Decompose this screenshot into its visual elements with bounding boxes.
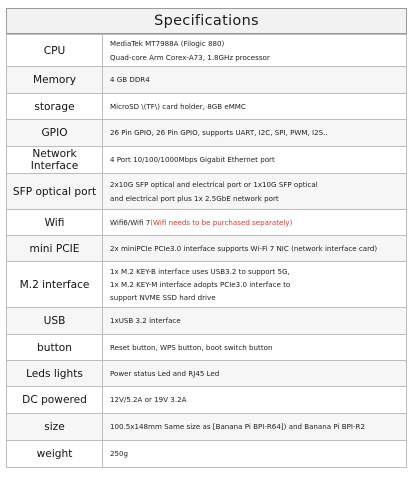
spec-row-memory — [7, 67, 407, 94]
spec-value — [103, 35, 407, 67]
spec-value — [103, 335, 407, 361]
spec-row-wifi — [7, 210, 407, 236]
spec-value-line: 2x10G SFP optical and electrical port or 1x10G SFP optical — [110, 180, 318, 190]
spec-row-usb — [7, 308, 407, 335]
spec-label: Memory — [7, 67, 103, 94]
wifi-purchase-note: (Wifi needs to be purchased separately) — [150, 217, 293, 227]
spec-value-line: Quad-core Arm Corex-A73, 1.8GHz processor — [110, 52, 270, 62]
spec-row-size — [7, 414, 407, 441]
spec-value-line: 4 GB DDR4 — [110, 75, 150, 85]
spec-value — [103, 120, 407, 147]
spec-value — [103, 361, 407, 387]
spec-value-line: MicroSD \(TF\) card holder, 8GB eMMC — [110, 101, 246, 111]
spec-value-line: 2x miniPCIe PCIe3.0 interface supports Wi-Fi 7 NIC (network interface card) — [110, 243, 378, 253]
spec-row-gpio — [7, 120, 407, 147]
spec-label: SFP optical port — [7, 174, 103, 210]
spec-row-weight — [7, 441, 407, 468]
spec-label: size — [7, 414, 103, 441]
spec-row-button — [7, 335, 407, 361]
specifications-title: Specifications — [6, 8, 407, 34]
spec-value-line: Reset button, WPS button, boot switch button — [110, 342, 273, 352]
spec-label: DC powered — [7, 387, 103, 414]
spec-value-line — [110, 216, 406, 229]
spec-label: USB — [7, 308, 103, 335]
spec-value-line: 12V/5.2A or 19V 3.2A — [110, 395, 187, 405]
spec-value — [103, 147, 407, 174]
spec-row-cpu — [7, 35, 407, 67]
spec-value — [103, 174, 407, 210]
spec-value-line: 4 Port 10/100/1000Mbps Gigabit Ethernet port — [110, 155, 275, 165]
spec-value-line: Power status Led and RJ45 Led — [110, 368, 220, 378]
spec-row-network-interface — [7, 147, 407, 174]
spec-row-mini-pcie — [7, 236, 407, 262]
spec-value-line: and electrical port plus 1x 2.5GbE network port — [110, 193, 279, 203]
spec-row-m2-interface — [7, 262, 407, 308]
spec-label: button — [7, 335, 103, 361]
spec-value — [103, 441, 407, 468]
spec-value — [103, 94, 407, 120]
spec-value-line: 26 Pin GPIO, 26 Pin GPIO, supports UART, I2C, SPI, PWM, I2S.. — [110, 128, 328, 138]
spec-label: GPIO — [7, 120, 103, 147]
specifications-table — [6, 34, 407, 468]
spec-label: mini PCIE — [7, 236, 103, 262]
spec-value-line: 1xUSB 3.2 interface — [110, 316, 181, 326]
spec-row-sfp-optical-port — [7, 174, 407, 210]
spec-row-dc-powered — [7, 387, 407, 414]
spec-label: M.2 interface — [7, 262, 103, 308]
spec-value — [103, 210, 407, 236]
spec-value-line: 1x M.2 KEY-B interface uses USB3.2 to support 5G, — [110, 266, 290, 276]
spec-label: weight — [7, 441, 103, 468]
spec-row-storage — [7, 94, 407, 120]
spec-value — [103, 236, 407, 262]
specifications-panel — [6, 8, 407, 468]
spec-value-line: 250g — [110, 449, 129, 459]
spec-value-line: 1x M.2 KEY-M interface adopts PCIe3.0 interface to — [110, 279, 291, 289]
spec-label: Network Interface — [7, 147, 103, 174]
spec-value-line: 100.5x148mm Same size as [Banana Pi BPI-R64]) and Banana Pi BPI-R2 — [110, 422, 365, 432]
spec-row-leds-lights — [7, 361, 407, 387]
wifi-standard-text: Wifi6/Wifi 7 — [110, 217, 151, 227]
spec-value — [103, 414, 407, 441]
spec-value — [103, 308, 407, 335]
spec-label: CPU — [7, 35, 103, 67]
spec-value — [103, 262, 407, 308]
spec-label: Leds lights — [7, 361, 103, 387]
spec-value-line: MediaTek MT7988A (Filogic 880) — [110, 39, 225, 49]
spec-value — [103, 67, 407, 94]
spec-value — [103, 387, 407, 414]
spec-label: Wifi — [7, 210, 103, 236]
spec-value-line: support NVME SSD hard drive — [110, 293, 216, 303]
spec-label: storage — [7, 94, 103, 120]
